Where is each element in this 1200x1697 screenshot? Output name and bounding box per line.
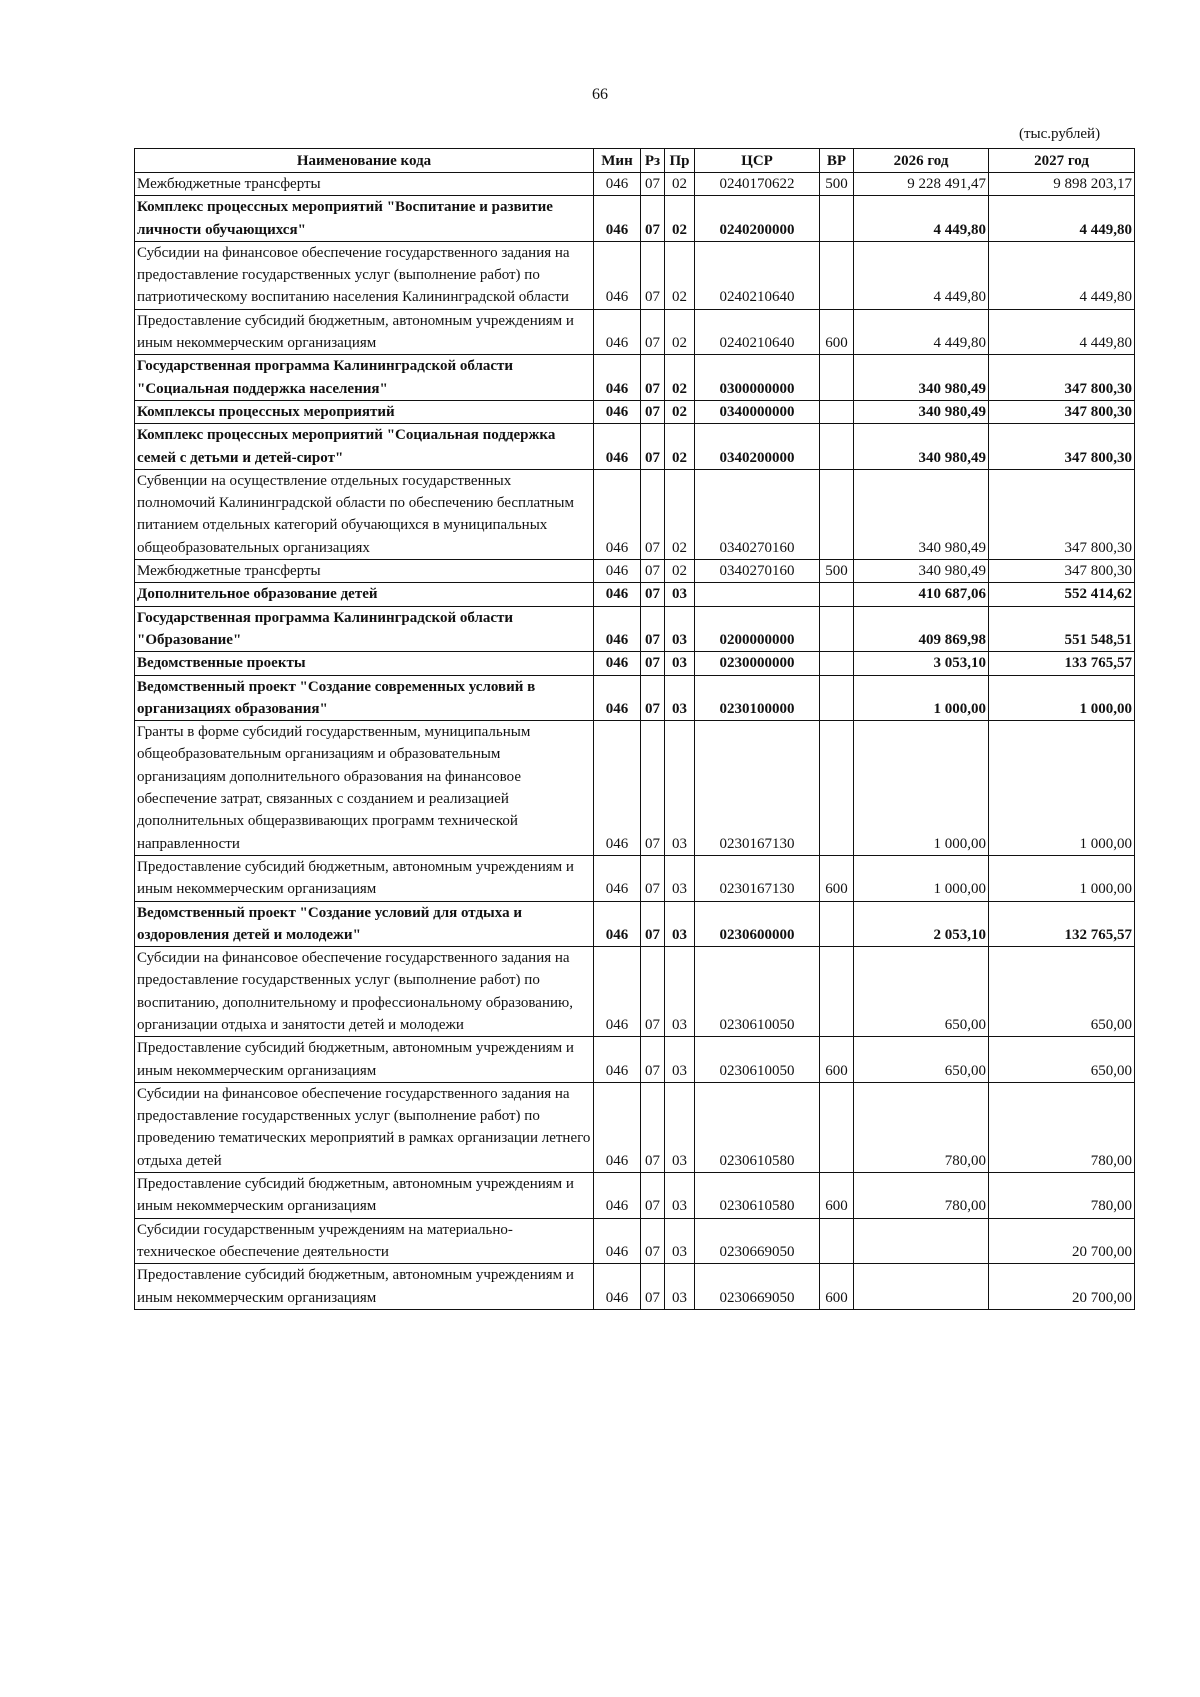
cell-pr: 03 xyxy=(665,855,695,901)
cell-2026: 410 687,06 xyxy=(854,583,989,606)
table-row xyxy=(135,424,1135,470)
cell-rz: 07 xyxy=(641,606,665,652)
cell-name: Межбюджетные трансферты xyxy=(135,560,594,583)
cell-name: Ведомственные проекты xyxy=(135,652,594,675)
cell-min: 046 xyxy=(594,1082,641,1172)
cell-pr: 02 xyxy=(665,355,695,401)
table-row xyxy=(135,1082,1135,1172)
table-row xyxy=(135,355,1135,401)
cell-2027: 347 800,30 xyxy=(989,560,1135,583)
cell-vr: 600 xyxy=(820,1037,854,1083)
column-header-vr: ВР xyxy=(820,149,854,173)
cell-csr: 0230610580 xyxy=(695,1082,820,1172)
cell-min: 046 xyxy=(594,1218,641,1264)
cell-min: 046 xyxy=(594,173,641,196)
cell-csr: 0240210640 xyxy=(695,241,820,309)
cell-pr: 03 xyxy=(665,583,695,606)
cell-2027: 780,00 xyxy=(989,1173,1135,1219)
cell-csr: 0230000000 xyxy=(695,652,820,675)
cell-2026: 4 449,80 xyxy=(854,309,989,355)
cell-rz: 07 xyxy=(641,241,665,309)
cell-vr xyxy=(820,424,854,470)
cell-2026: 2 053,10 xyxy=(854,901,989,947)
table-row xyxy=(135,1218,1135,1264)
cell-min: 046 xyxy=(594,355,641,401)
column-header-2027: 2027 год xyxy=(989,149,1135,173)
cell-min: 046 xyxy=(594,241,641,309)
cell-rz: 07 xyxy=(641,400,665,423)
table-row xyxy=(135,196,1135,242)
cell-min: 046 xyxy=(594,901,641,947)
cell-name: Предоставление субсидий бюджетным, автономным учреждениям и иным некоммерческим организациям xyxy=(135,855,594,901)
cell-2026: 9 228 491,47 xyxy=(854,173,989,196)
cell-2026: 340 980,49 xyxy=(854,560,989,583)
cell-min: 046 xyxy=(594,583,641,606)
cell-pr: 03 xyxy=(665,721,695,856)
cell-rz: 07 xyxy=(641,901,665,947)
cell-vr xyxy=(820,675,854,721)
cell-vr xyxy=(820,1218,854,1264)
cell-vr xyxy=(820,583,854,606)
cell-2027: 4 449,80 xyxy=(989,196,1135,242)
cell-min: 046 xyxy=(594,560,641,583)
table-row xyxy=(135,675,1135,721)
table-row xyxy=(135,1264,1135,1310)
cell-vr xyxy=(820,400,854,423)
cell-2027: 20 700,00 xyxy=(989,1264,1135,1310)
table-header-row xyxy=(135,149,1135,173)
cell-rz: 07 xyxy=(641,1037,665,1083)
cell-min: 046 xyxy=(594,309,641,355)
table-row xyxy=(135,1173,1135,1219)
cell-csr: 0230610580 xyxy=(695,1173,820,1219)
cell-2027: 1 000,00 xyxy=(989,855,1135,901)
cell-min: 046 xyxy=(594,652,641,675)
cell-csr: 0340000000 xyxy=(695,400,820,423)
cell-csr: 0230610050 xyxy=(695,1037,820,1083)
column-header-csr: ЦСР xyxy=(695,149,820,173)
table-row xyxy=(135,901,1135,947)
table-row xyxy=(135,1037,1135,1083)
cell-rz: 07 xyxy=(641,560,665,583)
cell-csr: 0200000000 xyxy=(695,606,820,652)
table-row xyxy=(135,241,1135,309)
cell-2026 xyxy=(854,1218,989,1264)
cell-csr: 0240200000 xyxy=(695,196,820,242)
cell-vr: 500 xyxy=(820,560,854,583)
cell-2027: 780,00 xyxy=(989,1082,1135,1172)
budget-table xyxy=(134,148,1135,1310)
table-row xyxy=(135,560,1135,583)
cell-vr: 600 xyxy=(820,1264,854,1310)
cell-2026: 1 000,00 xyxy=(854,675,989,721)
cell-vr: 500 xyxy=(820,173,854,196)
cell-2027: 347 800,30 xyxy=(989,469,1135,559)
cell-vr xyxy=(820,606,854,652)
cell-rz: 07 xyxy=(641,309,665,355)
cell-name: Предоставление субсидий бюджетным, автономным учреждениям и иным некоммерческим организациям xyxy=(135,1264,594,1310)
cell-2026: 3 053,10 xyxy=(854,652,989,675)
cell-csr xyxy=(695,583,820,606)
cell-2026: 4 449,80 xyxy=(854,241,989,309)
cell-min: 046 xyxy=(594,469,641,559)
cell-vr xyxy=(820,241,854,309)
cell-name: Межбюджетные трансферты xyxy=(135,173,594,196)
cell-2026: 4 449,80 xyxy=(854,196,989,242)
cell-csr: 0230669050 xyxy=(695,1264,820,1310)
cell-pr: 03 xyxy=(665,1082,695,1172)
cell-pr: 02 xyxy=(665,309,695,355)
cell-rz: 07 xyxy=(641,1082,665,1172)
cell-name: Государственная программа Калининградской области "Образование" xyxy=(135,606,594,652)
column-header-rz: Рз xyxy=(641,149,665,173)
cell-name: Дополнительное образование детей xyxy=(135,583,594,606)
cell-rz: 07 xyxy=(641,1173,665,1219)
cell-vr: 600 xyxy=(820,1173,854,1219)
cell-min: 046 xyxy=(594,1173,641,1219)
cell-min: 046 xyxy=(594,400,641,423)
cell-name: Государственная программа Калининградской области "Социальная поддержка населения" xyxy=(135,355,594,401)
cell-pr: 03 xyxy=(665,901,695,947)
cell-2026: 340 980,49 xyxy=(854,355,989,401)
table-row xyxy=(135,947,1135,1037)
cell-2026: 340 980,49 xyxy=(854,424,989,470)
column-header-min: Мин xyxy=(594,149,641,173)
cell-pr: 03 xyxy=(665,1218,695,1264)
cell-2027: 1 000,00 xyxy=(989,721,1135,856)
table-row xyxy=(135,173,1135,196)
cell-name: Субсидии на финансовое обеспечение государственного задания на предоставление государственных услуг (выполнение работ) по проведению тематических мероприятий в рамках организации летнего отдыха детей xyxy=(135,1082,594,1172)
table-row xyxy=(135,721,1135,856)
unit-note: (тыс.рублей) xyxy=(1019,126,1101,142)
cell-min: 046 xyxy=(594,721,641,856)
cell-pr: 03 xyxy=(665,652,695,675)
cell-2026: 650,00 xyxy=(854,1037,989,1083)
cell-vr xyxy=(820,901,854,947)
cell-csr: 0340270160 xyxy=(695,560,820,583)
cell-csr: 0340270160 xyxy=(695,469,820,559)
cell-min: 046 xyxy=(594,675,641,721)
cell-pr: 02 xyxy=(665,469,695,559)
cell-vr: 600 xyxy=(820,309,854,355)
cell-name: Комплекс процессных мероприятий "Социальная поддержка семей с детьми и детей-сирот" xyxy=(135,424,594,470)
cell-2026: 340 980,49 xyxy=(854,469,989,559)
cell-rz: 07 xyxy=(641,424,665,470)
cell-2027: 20 700,00 xyxy=(989,1218,1135,1264)
table-row xyxy=(135,469,1135,559)
cell-pr: 03 xyxy=(665,675,695,721)
cell-rz: 07 xyxy=(641,1264,665,1310)
cell-min: 046 xyxy=(594,947,641,1037)
cell-vr xyxy=(820,1082,854,1172)
cell-pr: 02 xyxy=(665,173,695,196)
cell-csr: 0240210640 xyxy=(695,309,820,355)
cell-rz: 07 xyxy=(641,855,665,901)
cell-rz: 07 xyxy=(641,721,665,856)
cell-vr xyxy=(820,196,854,242)
cell-2026: 1 000,00 xyxy=(854,721,989,856)
cell-rz: 07 xyxy=(641,947,665,1037)
cell-min: 046 xyxy=(594,424,641,470)
table-row xyxy=(135,855,1135,901)
column-header-2026: 2026 год xyxy=(854,149,989,173)
cell-2027: 133 765,57 xyxy=(989,652,1135,675)
cell-rz: 07 xyxy=(641,355,665,401)
cell-2027: 4 449,80 xyxy=(989,309,1135,355)
cell-vr xyxy=(820,652,854,675)
cell-min: 046 xyxy=(594,1037,641,1083)
cell-pr: 02 xyxy=(665,400,695,423)
cell-name: Предоставление субсидий бюджетным, автономным учреждениям и иным некоммерческим организациям xyxy=(135,309,594,355)
cell-min: 046 xyxy=(594,196,641,242)
cell-pr: 03 xyxy=(665,606,695,652)
cell-pr: 02 xyxy=(665,241,695,309)
cell-2027: 132 765,57 xyxy=(989,901,1135,947)
cell-pr: 03 xyxy=(665,1173,695,1219)
cell-2026 xyxy=(854,1264,989,1310)
cell-min: 046 xyxy=(594,855,641,901)
cell-2027: 4 449,80 xyxy=(989,241,1135,309)
cell-name: Предоставление субсидий бюджетным, автономным учреждениям и иным некоммерческим организациям xyxy=(135,1173,594,1219)
cell-name: Гранты в форме субсидий государственным, муниципальным общеобразовательным организациям и образовательным организациям дополнительного образования на финансовое обеспечение затрат, связанных с созданием и реализацией дополнительных общеразвивающих программ технической направленности xyxy=(135,721,594,856)
cell-csr: 0230669050 xyxy=(695,1218,820,1264)
column-header-name: Наименование кода xyxy=(135,149,594,173)
cell-rz: 07 xyxy=(641,1218,665,1264)
cell-2026: 650,00 xyxy=(854,947,989,1037)
cell-rz: 07 xyxy=(641,583,665,606)
cell-2027: 9 898 203,17 xyxy=(989,173,1135,196)
table-row xyxy=(135,652,1135,675)
cell-rz: 07 xyxy=(641,469,665,559)
cell-vr xyxy=(820,355,854,401)
cell-2027: 650,00 xyxy=(989,947,1135,1037)
cell-rz: 07 xyxy=(641,173,665,196)
cell-pr: 03 xyxy=(665,1037,695,1083)
cell-name: Субсидии на финансовое обеспечение государственного задания на предоставление государственных услуг (выполнение работ) по воспитанию, дополнительному и профессиональному образованию, организации отдыха и занятости детей и молодежи xyxy=(135,947,594,1037)
cell-pr: 02 xyxy=(665,196,695,242)
cell-2026: 780,00 xyxy=(854,1082,989,1172)
column-header-pr: Пр xyxy=(665,149,695,173)
cell-2026: 340 980,49 xyxy=(854,400,989,423)
cell-name: Субсидии на финансовое обеспечение государственного задания на предоставление государственных услуг (выполнение работ) по патриотическому воспитанию населения Калининградской области xyxy=(135,241,594,309)
table-body xyxy=(135,173,1135,1310)
cell-name: Ведомственный проект "Создание условий для отдыха и оздоровления детей и молодежи" xyxy=(135,901,594,947)
table-row xyxy=(135,309,1135,355)
cell-2026: 1 000,00 xyxy=(854,855,989,901)
cell-pr: 02 xyxy=(665,424,695,470)
cell-name: Комплекс процессных мероприятий "Воспитание и развитие личности обучающихся" xyxy=(135,196,594,242)
cell-csr: 0300000000 xyxy=(695,355,820,401)
cell-rz: 07 xyxy=(641,196,665,242)
cell-vr xyxy=(820,947,854,1037)
cell-2027: 347 800,30 xyxy=(989,355,1135,401)
cell-2026: 409 869,98 xyxy=(854,606,989,652)
cell-name: Комплексы процессных мероприятий xyxy=(135,400,594,423)
cell-name: Субвенции на осуществление отдельных государственных полномочий Калининградской области по обеспечению бесплатным питанием отдельных категорий обучающихся в муниципальных общеобразовательных организациях xyxy=(135,469,594,559)
cell-rz: 07 xyxy=(641,675,665,721)
cell-pr: 03 xyxy=(665,1264,695,1310)
cell-csr: 0230100000 xyxy=(695,675,820,721)
table-row xyxy=(135,606,1135,652)
cell-csr: 0230610050 xyxy=(695,947,820,1037)
page-number: 66 xyxy=(592,86,608,103)
cell-vr xyxy=(820,469,854,559)
cell-csr: 0240170622 xyxy=(695,173,820,196)
table-row xyxy=(135,583,1135,606)
cell-rz: 07 xyxy=(641,652,665,675)
table-row xyxy=(135,400,1135,423)
cell-2027: 552 414,62 xyxy=(989,583,1135,606)
cell-2027: 1 000,00 xyxy=(989,675,1135,721)
cell-2026: 780,00 xyxy=(854,1173,989,1219)
cell-vr xyxy=(820,721,854,856)
cell-2027: 347 800,30 xyxy=(989,424,1135,470)
cell-min: 046 xyxy=(594,606,641,652)
cell-name: Ведомственный проект "Создание современных условий в организациях образования" xyxy=(135,675,594,721)
cell-pr: 03 xyxy=(665,947,695,1037)
cell-2027: 347 800,30 xyxy=(989,400,1135,423)
cell-csr: 0230167130 xyxy=(695,721,820,856)
cell-name: Субсидии государственным учреждениям на материально-техническое обеспечение деятельности xyxy=(135,1218,594,1264)
cell-pr: 02 xyxy=(665,560,695,583)
cell-2027: 650,00 xyxy=(989,1037,1135,1083)
cell-min: 046 xyxy=(594,1264,641,1310)
cell-csr: 0230600000 xyxy=(695,901,820,947)
cell-name: Предоставление субсидий бюджетным, автономным учреждениям и иным некоммерческим организациям xyxy=(135,1037,594,1083)
cell-vr: 600 xyxy=(820,855,854,901)
cell-csr: 0340200000 xyxy=(695,424,820,470)
cell-csr: 0230167130 xyxy=(695,855,820,901)
cell-2027: 551 548,51 xyxy=(989,606,1135,652)
